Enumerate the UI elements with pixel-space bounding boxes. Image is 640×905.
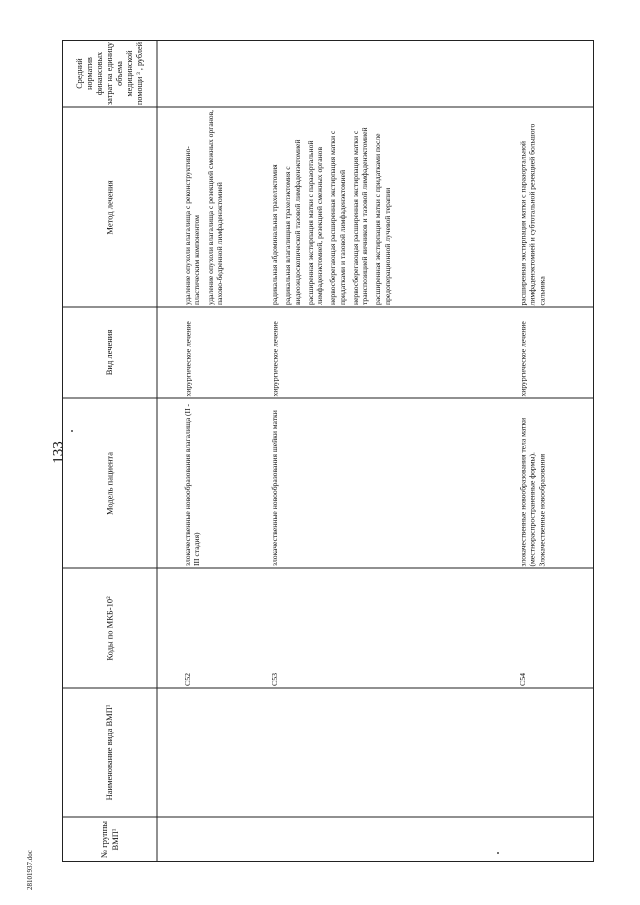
header-name: Наименование вида ВМП¹ — [104, 704, 115, 801]
header-treatment: Вид лечения — [104, 329, 115, 376]
row-code: C53 — [270, 673, 279, 686]
method-item: удаление опухоли влагалища с реконструктивно-пластическим компонентом — [183, 146, 202, 305]
method-item: расширенная экстирпация матки с парааортальной лимфаденэктомией, резекцией смежных органов — [305, 140, 324, 305]
row-treatment: хирургическое лечение — [518, 320, 527, 396]
method-item: расширенная экстирпация матки с придатками после предоперационной лучевой терапии — [373, 133, 392, 305]
method-item: нервосберегающая расширенная экстирпация матки с транспозицией яичников и тазовой лимфаденэктомией — [350, 127, 369, 305]
header-method: Метод лечения — [104, 179, 115, 235]
method-item: нервосберегающая расширенная экстирпация матки с придатками и тазовой лимфаденэктомией — [328, 130, 347, 305]
row-model: злокачественные новообразования шейки матки — [270, 410, 279, 566]
row-methods — [182, 107, 266, 307]
header-codes: Коды по МКБ-10² — [104, 595, 115, 661]
table-frame — [62, 40, 594, 862]
row-methods — [517, 107, 594, 307]
row-treatment: хирургическое лечение — [183, 320, 192, 396]
method-item: расширенная экстирпация матки с парааортальной лимфаденэктомией и субтотальной резекцией большого сальника — [518, 123, 546, 305]
row-treatment: хирургическое лечение — [270, 320, 279, 396]
footer-document-code: 28101937.doc — [26, 850, 34, 890]
header-cost: Средний норматив финансовых затрат на единицу объема медицинской помощи ³ , рублей — [74, 42, 144, 105]
row-model: злокачественные новообразования влагалища (II - III стадия) — [183, 403, 202, 566]
row-methods — [269, 107, 519, 307]
page-number: 133 — [50, 441, 67, 464]
row-code: C52 — [183, 673, 192, 686]
row-model: злокачественные новообразования тела матки (местнораспространенные формы). Злокачественные новообразования — [518, 417, 546, 566]
row-code: C54 — [518, 673, 527, 686]
method-item: радикальная влагалищная трахелэктомия с видеоэндоскопической тазовой лимфаденэктомией — [283, 139, 302, 305]
method-item: удаление опухоли влагалища с резекцией смежных органов, пахово-бедренной лимфаденэктомией — [205, 109, 224, 305]
method-item: радикальная абдоминальная трахелэктомия — [270, 164, 279, 305]
header-model: Модель пациента — [104, 451, 115, 515]
header-group: № группы ВМП¹ — [99, 821, 120, 858]
